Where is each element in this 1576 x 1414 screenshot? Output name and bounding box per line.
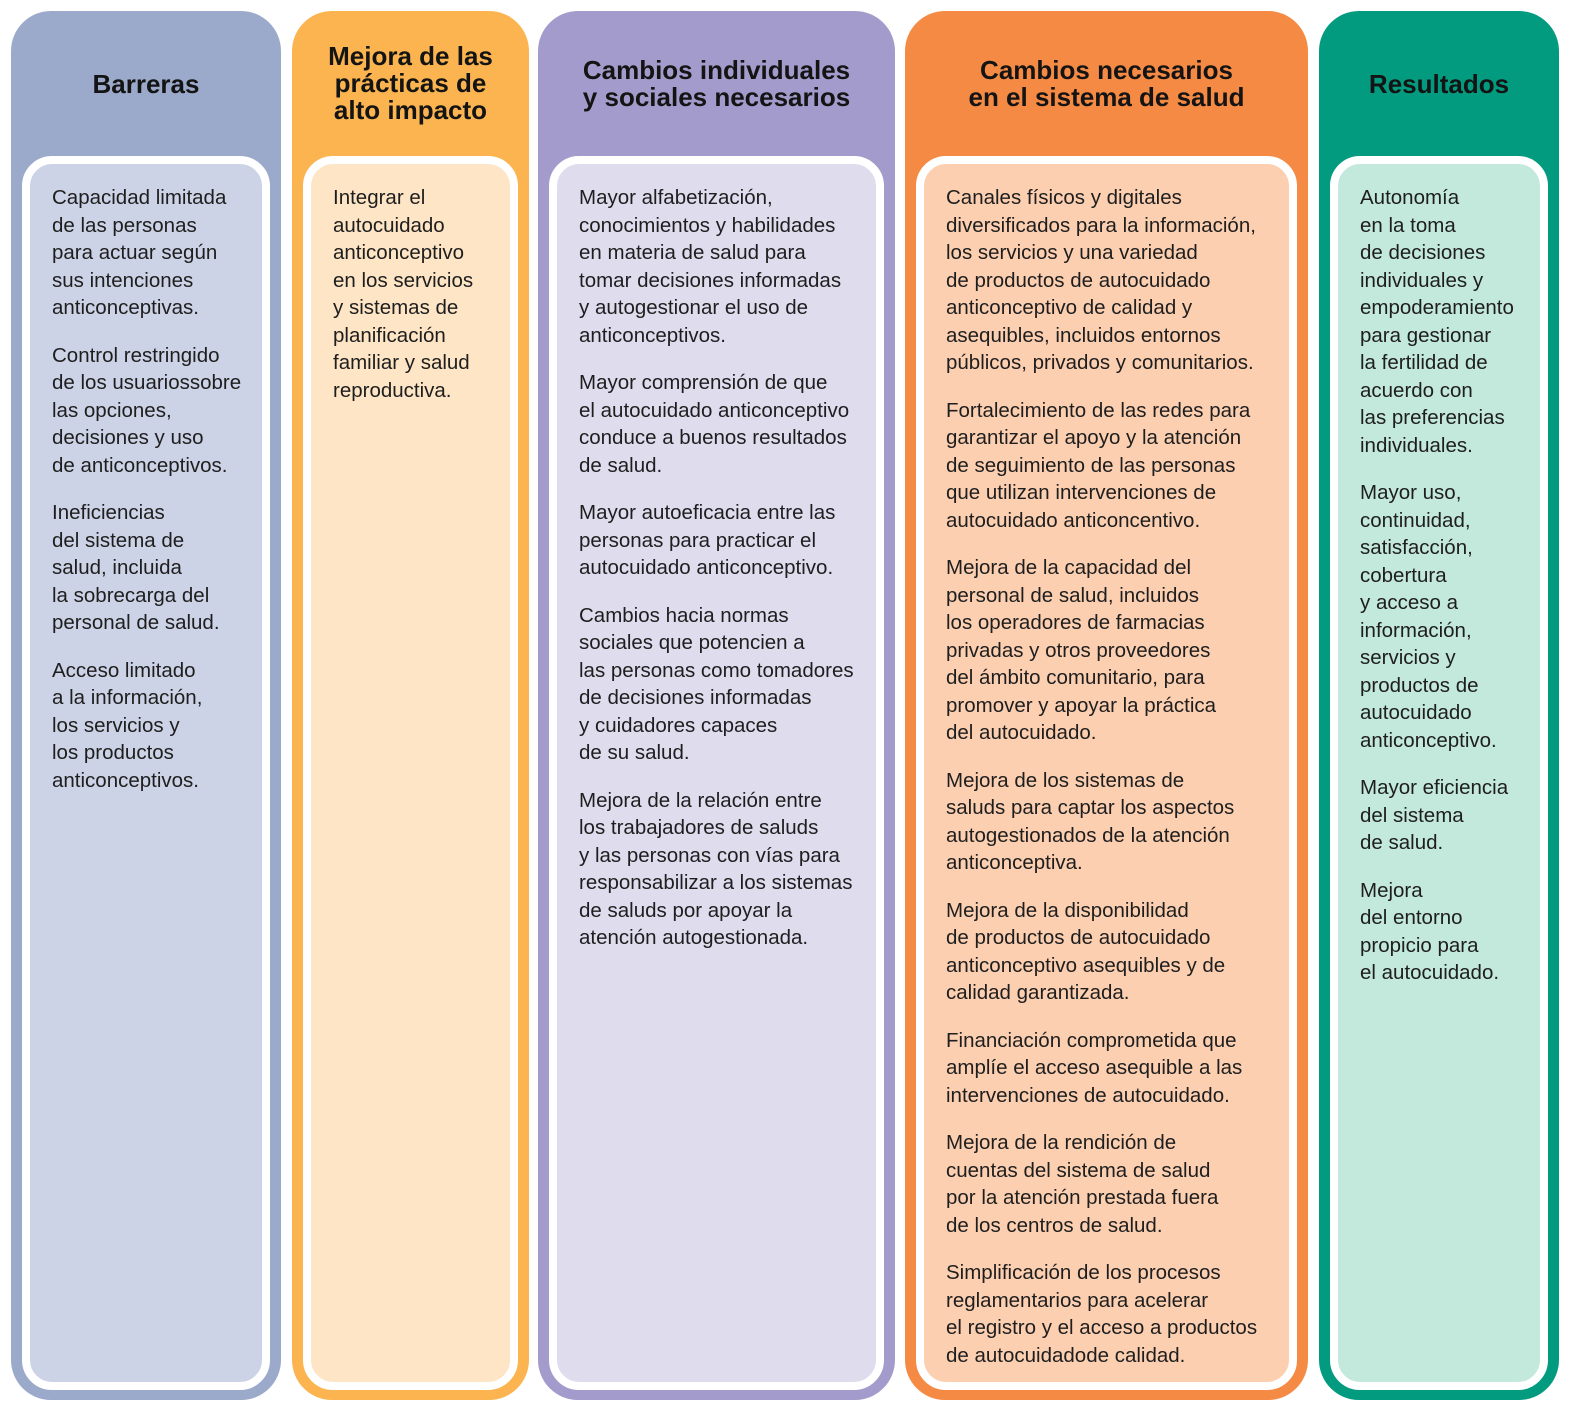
list-item: Mejora de los sistemas de saluds para captar los aspectos autogestionados de la atención anticonceptiva.	[946, 768, 1235, 874]
list-item: Mejora de la relación entre los trabajadores de saluds y las personas con vías para responsabilizar a los sistemas de saluds por apoyar la atención autogestionada.	[579, 788, 853, 949]
column-header	[292, 11, 529, 159]
list-item: Cambios hacia normas sociales que potencien a las personas como tomadores de decisiones informadas y cuidadores capaces de su salud.	[579, 603, 854, 764]
list-item: Mejora del entorno propicio para el autocuidado.	[1360, 878, 1500, 984]
list-item: Fortalecimiento de las redes para garantizar el apoyo y la atención de seguimiento de las personas que utilizan intervenciones de autocuidado anticoncentivo.	[946, 398, 1251, 532]
column-title: Cambios individuales y sociales necesarios	[582, 55, 851, 112]
column-panel	[1330, 156, 1548, 1390]
list-item: Acceso limitado a la información, los servicios y los productos anticonceptivos.	[52, 658, 203, 792]
column-header	[1319, 11, 1559, 159]
list-item: Financiación comprometida que amplíe el acceso asequible a las intervenciones de autocuidado.	[946, 1028, 1243, 1107]
item-list	[1360, 184, 1534, 1007]
list-item: Canales físicos y digitales diversificados para la información, los servicios y una variedad de productos de autocuidado anticonceptivo de calidad y asequibles, incluidos entornos públicos, privados y comunitarios.	[946, 186, 1256, 374]
list-item: Mayor uso, continuidad, satisfacción, cobertura y acceso a información, servicios y productos de autocuidado anticonceptivo.	[1360, 481, 1497, 752]
list-item: Simplificación de los procesos reglamentarios para acelerar el registro y el acceso a productos de autocuidadode calidad.	[946, 1261, 1258, 1367]
item-list	[333, 184, 504, 424]
list-item: Ineficiencias del sistema de salud, incluida la sobrecarga del personal de salud.	[52, 501, 220, 634]
item-list	[52, 184, 256, 814]
list-item: Mejora de la rendición de cuentas del sistema de salud por la atención prestada fuera de los centros de salud.	[946, 1131, 1219, 1237]
list-item: Capacidad limitada de las personas para actuar según sus intenciones anticonceptivas.	[52, 186, 227, 319]
list-item: Autonomía en la toma de decisiones individuales y empoderamiento para gestionar la fertilidad de acuerdo con las preferencias individuales.	[1360, 186, 1514, 457]
column-barreras	[11, 11, 281, 1400]
column-panel	[303, 156, 518, 1390]
column-header	[11, 11, 281, 159]
column-cambios-individuales	[538, 11, 895, 1400]
column-resultados	[1319, 11, 1559, 1400]
list-item: Control restringido de los usuariossobre las opciones, decisiones y uso de anticonceptivos.	[52, 343, 242, 477]
column-panel	[549, 156, 884, 1390]
column-header	[538, 11, 895, 159]
column-cambios-sistema	[905, 11, 1308, 1400]
column-header	[905, 11, 1308, 159]
list-item: Mejora de la disponibilidad de productos de autocuidado anticonceptivo asequibles y de calidad garantizada.	[946, 898, 1226, 1004]
list-item: Mejora de la capacidad del personal de salud, incluidos los operadores de farmacias privadas y otros proveedores del ámbito comunitario, para promover y apoyar la práctica del autocuidado.	[946, 556, 1217, 744]
list-item: Mayor autoeficacia entre las personas para practicar el autocuidado anticonceptivo.	[579, 501, 836, 579]
column-title: Resultados	[1368, 68, 1510, 99]
column-title: Barreras	[92, 68, 200, 99]
column-practicas	[292, 11, 529, 1400]
column-panel	[22, 156, 270, 1390]
list-item: Integrar el autocuidado anticonceptivo en los servicios y sistemas de planificación familiar y salud reproductiva.	[333, 186, 474, 402]
list-item: Mayor eficiencia del sistema de salud.	[1360, 776, 1509, 854]
column-title: Cambios necesarios en el sistema de salud	[968, 55, 1245, 112]
column-panel	[916, 156, 1297, 1390]
column-title: Mejora de las prácticas de alto impacto	[328, 40, 493, 125]
list-item: Mayor alfabetización, conocimientos y habilidades en materia de salud para tomar decisiones informadas y autogestionar el uso de anticonceptivos.	[579, 186, 842, 347]
item-list	[946, 184, 1283, 1389]
item-list	[579, 184, 870, 972]
list-item: Mayor comprensión de que el autocuidado anticonceptivo conduce a buenos resultados de salud.	[579, 371, 850, 477]
